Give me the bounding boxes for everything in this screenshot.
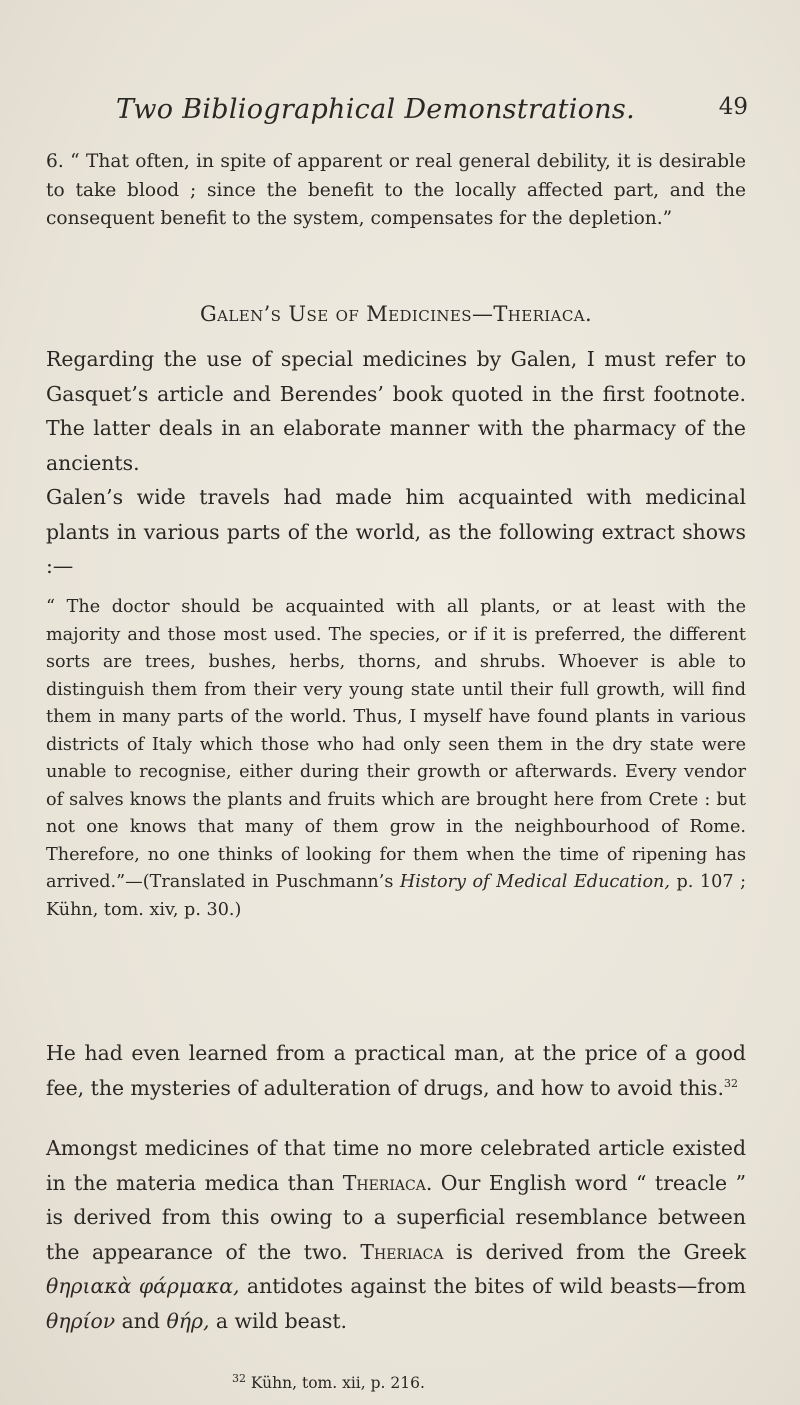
- paragraph-travels: [46, 480, 746, 584]
- paragraph-regarding: [46, 342, 746, 480]
- numbered-quote-6: [46, 148, 746, 234]
- page-header: [116, 94, 746, 134]
- amongst-part-5: and: [115, 1308, 167, 1333]
- running-head: Two Bibliographical Demonstrations.: [116, 94, 635, 125]
- greek-phrase-1: θηριακὰ φάρμακα,: [46, 1274, 240, 1298]
- theriaca-term-2: Theriaca: [360, 1239, 444, 1264]
- paragraph-amongst-text: [46, 1131, 746, 1338]
- amongst-part-6: a wild beast.: [209, 1308, 348, 1333]
- amongst-part-4: antidotes against the bites of wild beasts—from: [239, 1274, 747, 1298]
- paragraph-amongst: [46, 1131, 746, 1338]
- paragraph-learned: [46, 1036, 746, 1105]
- section-heading-text: Galen’s Use of Medicines—Theriaca.: [199, 302, 593, 326]
- amongst-part-1: Amongst medicines of that time no more celebrated article existed in the materia medica than: [46, 1136, 746, 1195]
- quote-citation-title: History of Medical Education,: [399, 872, 670, 892]
- paragraph-regarding-text: Regarding the use of special medicines by Galen, I must refer to Gasquet’s article and Berendes’ book quoted in the first footnote. The latter deals in an elaborate manner with the pharmacy of the ancients.: [46, 347, 746, 475]
- greek-word-3: θήρ,: [166, 1308, 210, 1333]
- amongst-part-3: is derived from the Greek: [443, 1239, 746, 1264]
- footnote-ref: 32: [723, 1076, 738, 1090]
- greek-word-2: θηρίον: [46, 1308, 116, 1333]
- amongst-part-2: . Our English word “ treacle ” is derived from this owing to a superficial resemblance between the appearance of the two.: [46, 1170, 746, 1264]
- quote-body: “ The doctor should be acquainted with all plants, or at least with the majority and those most used. The species, or if it is preferred, the different sorts are trees, bushes, herbs, thorns, and shrubs. Whoever is able to distinguish them from their very young state until their full growth, will find them in many parts of the world. Thus, I myself have found plants in various districts of Italy which those who had only seen them in the dry state were unable to recognise, either during their growth or afterwards. Every vendor of salves knows the plants and fruits which are brought here from Crete : but not one knows that many of them grow in the neighbourhood of Rome. Therefore, no one thinks of looking for them when the time of ripening has arrived.”—(Translated in Puschmann’s: [46, 597, 746, 892]
- paragraph-learned-body: He had even learned from a practical man, at the price of a good fee, the mysteries of adulteration of drugs, and how to avoid this.: [46, 1041, 746, 1100]
- section-heading: [46, 302, 746, 326]
- footnote-number: 32: [232, 1371, 246, 1385]
- block-quote-text: [46, 594, 746, 924]
- quote-6-text: 6. “ That often, in spite of apparent or real general debility, it is desirable to take blood ; since the benefit to the locally affected part, and the consequent benefit to the system, compensates for the depletion.”: [46, 151, 746, 229]
- footnote-text: Kühn, tom. xii, p. 216.: [246, 1374, 425, 1392]
- quote-citation-rest: p. 107 ; Kühn, tom. xiv, p. 30.): [46, 872, 746, 920]
- paragraph-travels-text: Galen’s wide travels had made him acquainted with medicinal plants in various parts of the world, as the following extract shows :—: [46, 485, 746, 578]
- block-quote: [46, 594, 746, 924]
- page-number: 49: [718, 94, 748, 120]
- theriaca-term-1: Theriaca: [342, 1170, 426, 1195]
- footnote: [232, 1371, 425, 1392]
- paragraph-learned-text: [46, 1036, 746, 1105]
